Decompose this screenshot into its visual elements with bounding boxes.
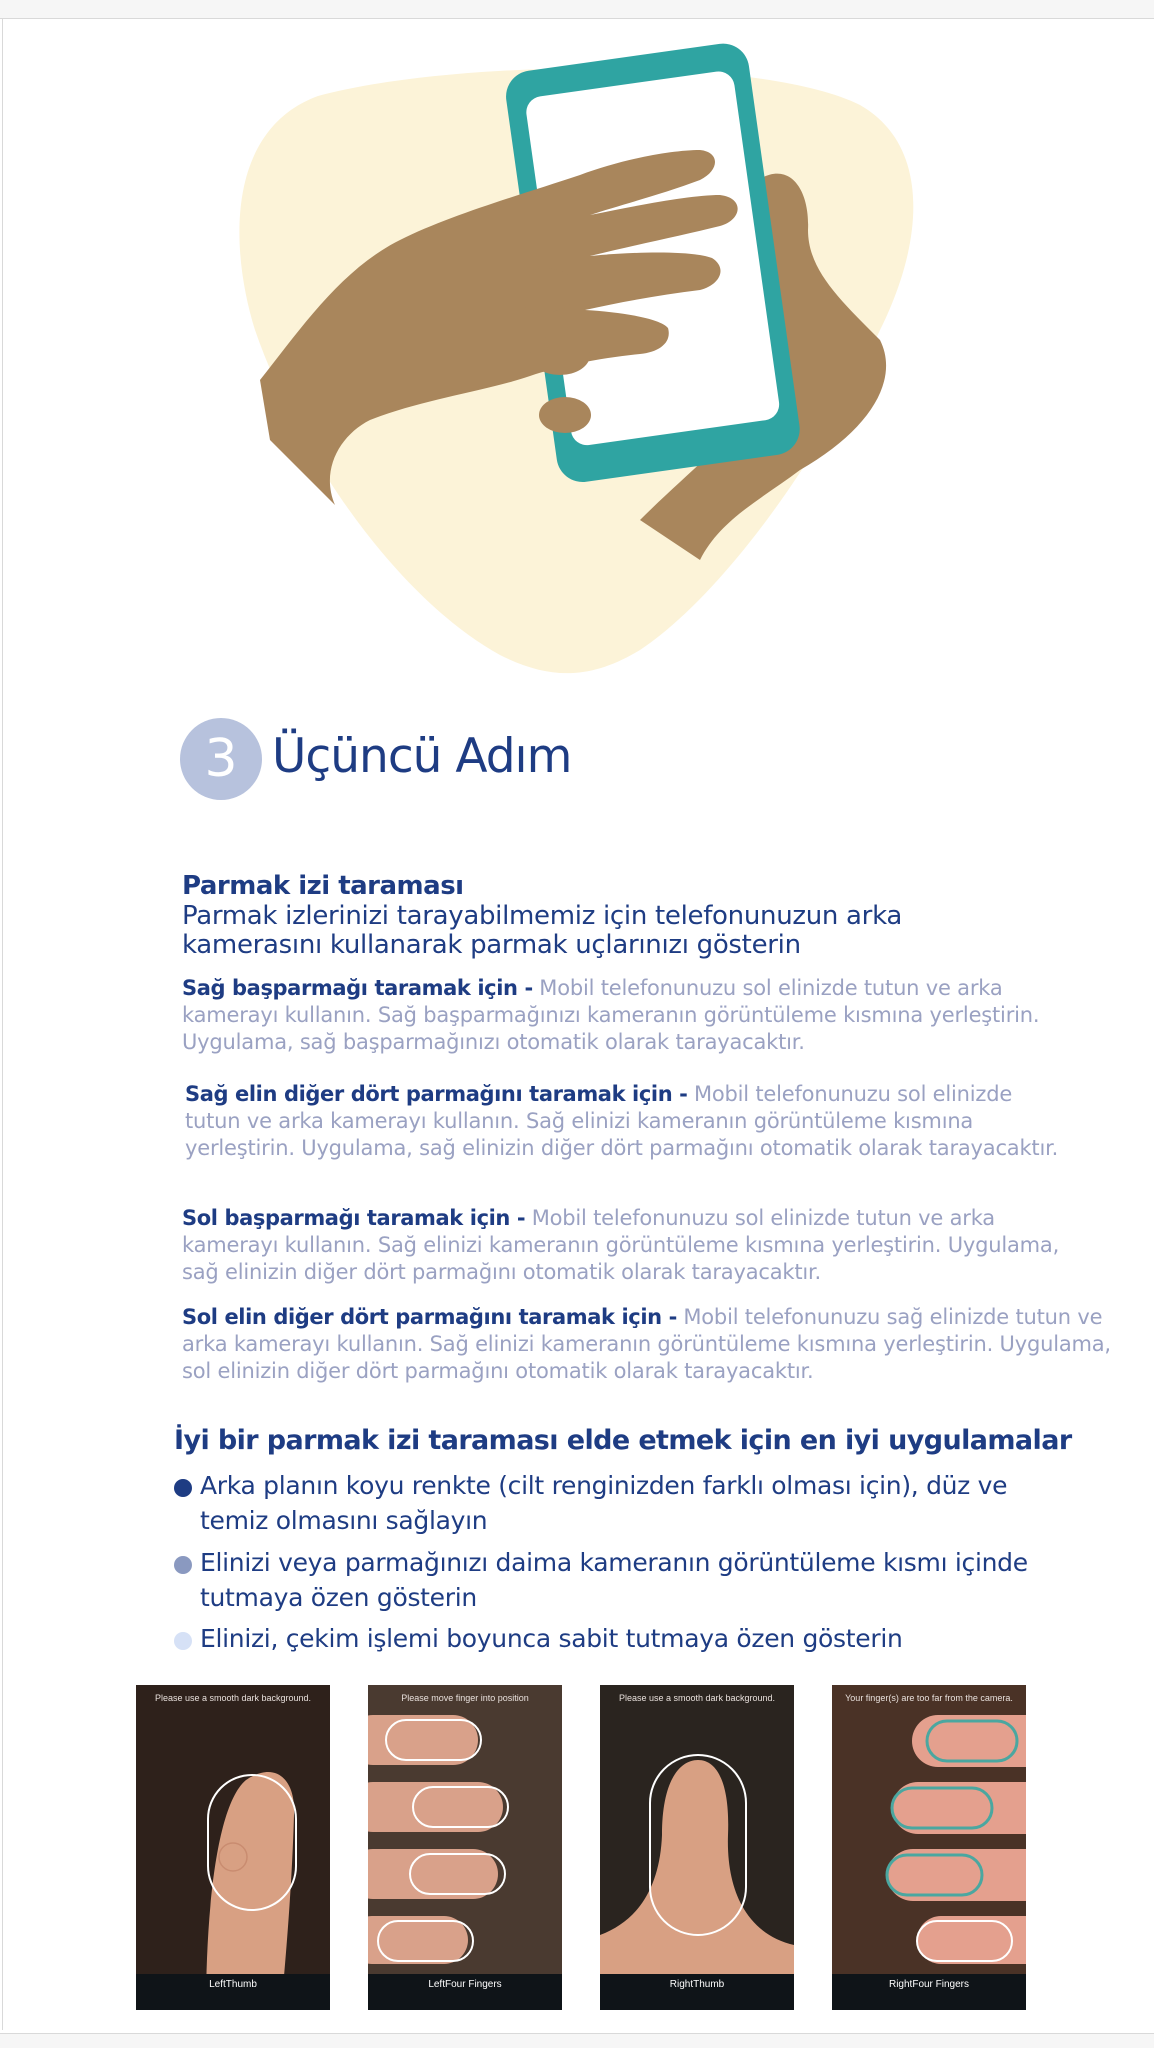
camera-hint: Your finger(s) are too far from the camera. (845, 1693, 1013, 1703)
camera-hint: Please move finger into position (401, 1693, 529, 1703)
section-title: Parmak izi taraması (182, 871, 464, 901)
tip-item (200, 1468, 1080, 1538)
fingertip (539, 397, 591, 433)
bullet-dot-icon (174, 1632, 192, 1650)
scan-mode-label: LeftThumb (209, 1979, 257, 1990)
example-screenshot-right-four-fingers (832, 1685, 1026, 2010)
instruction-left-thumb (182, 1205, 1062, 1286)
tip-item (200, 1621, 1080, 1656)
tip-item (200, 1545, 1080, 1615)
scan-mode-label: LeftFour Fingers (428, 1979, 502, 1990)
instruction-text: Mobil telefonunuzu sol elinizde tutun ve arka kamerayı kullanın. Sağ elinizi kameranın görüntüleme kısmına yerleştirin. Uygulama, sağ elinizin diğer dört parmağını otomatik olarak tarayacaktır. (182, 1206, 1060, 1284)
instruction-lead: Sağ elin diğer dört parmağını taramak için - (185, 1082, 688, 1106)
step-title: Üçüncü Adım (272, 729, 572, 784)
example-screenshot-left-thumb (136, 1685, 330, 2010)
instruction-right-four-fingers (185, 1081, 1065, 1162)
phone-scan-illustration (0, 0, 1154, 700)
instruction-lead: Sol elin diğer dört parmağını taramak için - (182, 1305, 677, 1329)
tip-text: Arka planın koyu renkte (cilt renginizden farklı olması için), düz ve temiz olmasını sağlayın (200, 1471, 1008, 1535)
camera-hint: Please use a smooth dark background. (618, 1693, 776, 1703)
example-screenshot-left-four-fingers (368, 1685, 562, 2010)
fingertip (513, 268, 577, 312)
instruction-left-four-fingers (182, 1304, 1112, 1385)
bullet-dot-icon (174, 1479, 192, 1497)
fingertip (530, 335, 590, 375)
instruction-right-thumb (182, 975, 1062, 1056)
instruction-lead: Sağ başparmağı taramak için - (182, 976, 533, 1000)
scan-mode-label: RightFour Fingers (888, 1979, 970, 1990)
tip-text: Elinizi veya parmağınızı daima kameranın görüntüleme kısmı içinde tutmaya özen gösterin (200, 1548, 1028, 1612)
camera-hint: Please use a smooth dark background. (154, 1693, 312, 1703)
tip-text: Elinizi, çekim işlemi boyunca sabit tutmaya özen gösterin (200, 1624, 903, 1653)
section-subtitle: Parmak izlerinizi tarayabilmemiz için telefonunuzun arka kamerasını kullanarak parmak uçlarınızı gösterin (182, 901, 902, 960)
instruction-text: Mobil telefonunuzu sol elinizde tutun ve arka kamerayı kullanın. Sağ elinizi kameranın görüntüleme kısmına yerleştirin. Uygulama, sağ elinizin diğer dört parmağını otomatik olarak tarayacaktır. (185, 1082, 1059, 1160)
instruction-lead: Sol başparmağı taramak için - (182, 1206, 526, 1230)
thumb-photo (136, 1685, 330, 2010)
example-screenshot-right-thumb (600, 1685, 794, 2010)
viewer-bottom-bar (0, 2033, 1154, 2048)
step-number-badge: 3 (180, 718, 262, 800)
scan-mode-label: RightThumb (669, 1979, 725, 1990)
thumb-photo (600, 1685, 794, 2010)
tips-title: İyi bir parmak izi taraması elde etmek için en iyi uygulamalar (174, 1425, 1072, 1456)
instruction-text: Mobil telefonunuzu sağ elinizde tutun ve arka kamerayı kullanın. Sağ elinizi kameranın görüntüleme kısmına yerleştirin. Uygulama, sol elinizin diğer dört parmağını otomatik olarak tarayacaktır. (182, 1305, 1111, 1383)
fingers-photo (832, 1685, 1026, 2010)
instruction-text: Mobil telefonunuzu sol elinizde tutun ve arka kamerayı kullanın. Sağ başparmağınızı kameranın görüntüleme kısmına yerleştirin. Uygulama, sağ başparmağınızı otomatik olarak tarayacaktır. (182, 976, 1040, 1054)
bullet-dot-icon (174, 1556, 192, 1574)
fingers-photo (368, 1685, 562, 2010)
